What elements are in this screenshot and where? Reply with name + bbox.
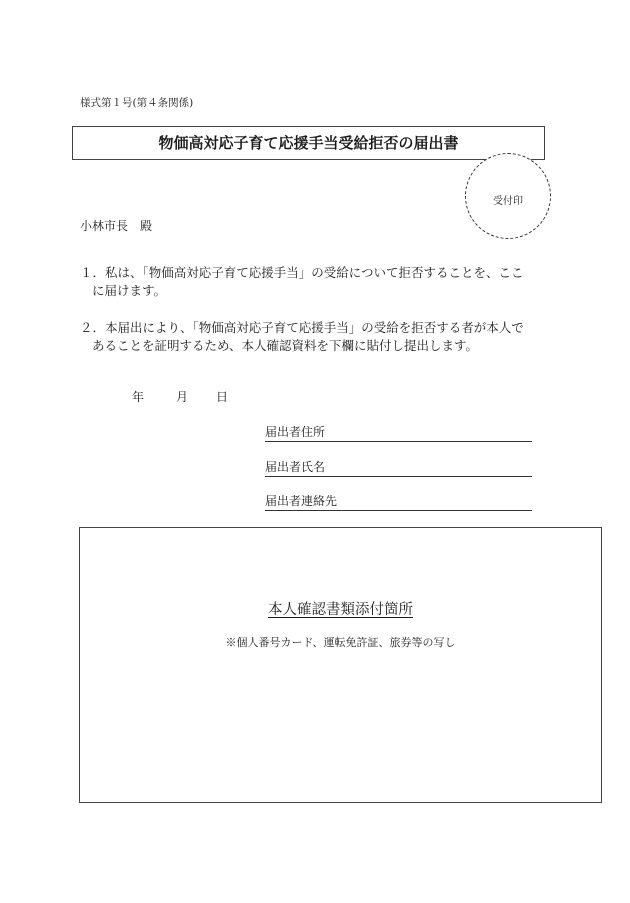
reception-stamp-label: 受付印	[493, 196, 523, 207]
applicant-name-field[interactable]	[265, 458, 532, 477]
addressee: 小林市長 殿	[80, 219, 153, 233]
applicant-address-field[interactable]	[265, 423, 532, 442]
document-title: 物価高対応子育て応援手当受給拒否の届出書	[158, 134, 459, 152]
statement-item-1	[80, 264, 524, 300]
title-box	[72, 126, 545, 160]
statement-item-2-line-2: あることを証明するため、本人確認資料を下欄に貼付し提出します。	[92, 338, 479, 353]
applicant-contact-label: 届出者連絡先	[265, 494, 338, 508]
statement-item-1-line-1: １．私は、「物価高対応子育て応援手当」の受給について拒否することを、ここ	[80, 265, 524, 280]
id-section-title-text: 本人確認書類添付箇所	[268, 602, 413, 618]
applicant-name-label: 届出者氏名	[265, 460, 326, 474]
statement-item-2	[80, 319, 524, 355]
form-number: 様式第１号(第４条関係)	[80, 97, 194, 109]
date-day-label: 日	[216, 390, 229, 404]
statement-item-2-line-1: ２．本届出により、「物価高対応子育て応援手当」の受給を拒否する者が本人で	[80, 320, 524, 335]
applicant-contact-field[interactable]	[265, 492, 532, 511]
date-field[interactable]	[132, 388, 228, 405]
date-year-label: 年	[132, 390, 145, 404]
statement-item-1-line-2: に届けます。	[92, 283, 167, 298]
date-month-label: 月	[176, 390, 189, 404]
id-section-title	[80, 598, 601, 619]
id-document-attachment-area	[79, 527, 602, 803]
applicant-address-label: 届出者住所	[265, 425, 326, 439]
id-section-note: ※個人番号カード、運転免許証、旅券等の写し	[225, 636, 456, 649]
reception-stamp-circle	[465, 153, 551, 239]
